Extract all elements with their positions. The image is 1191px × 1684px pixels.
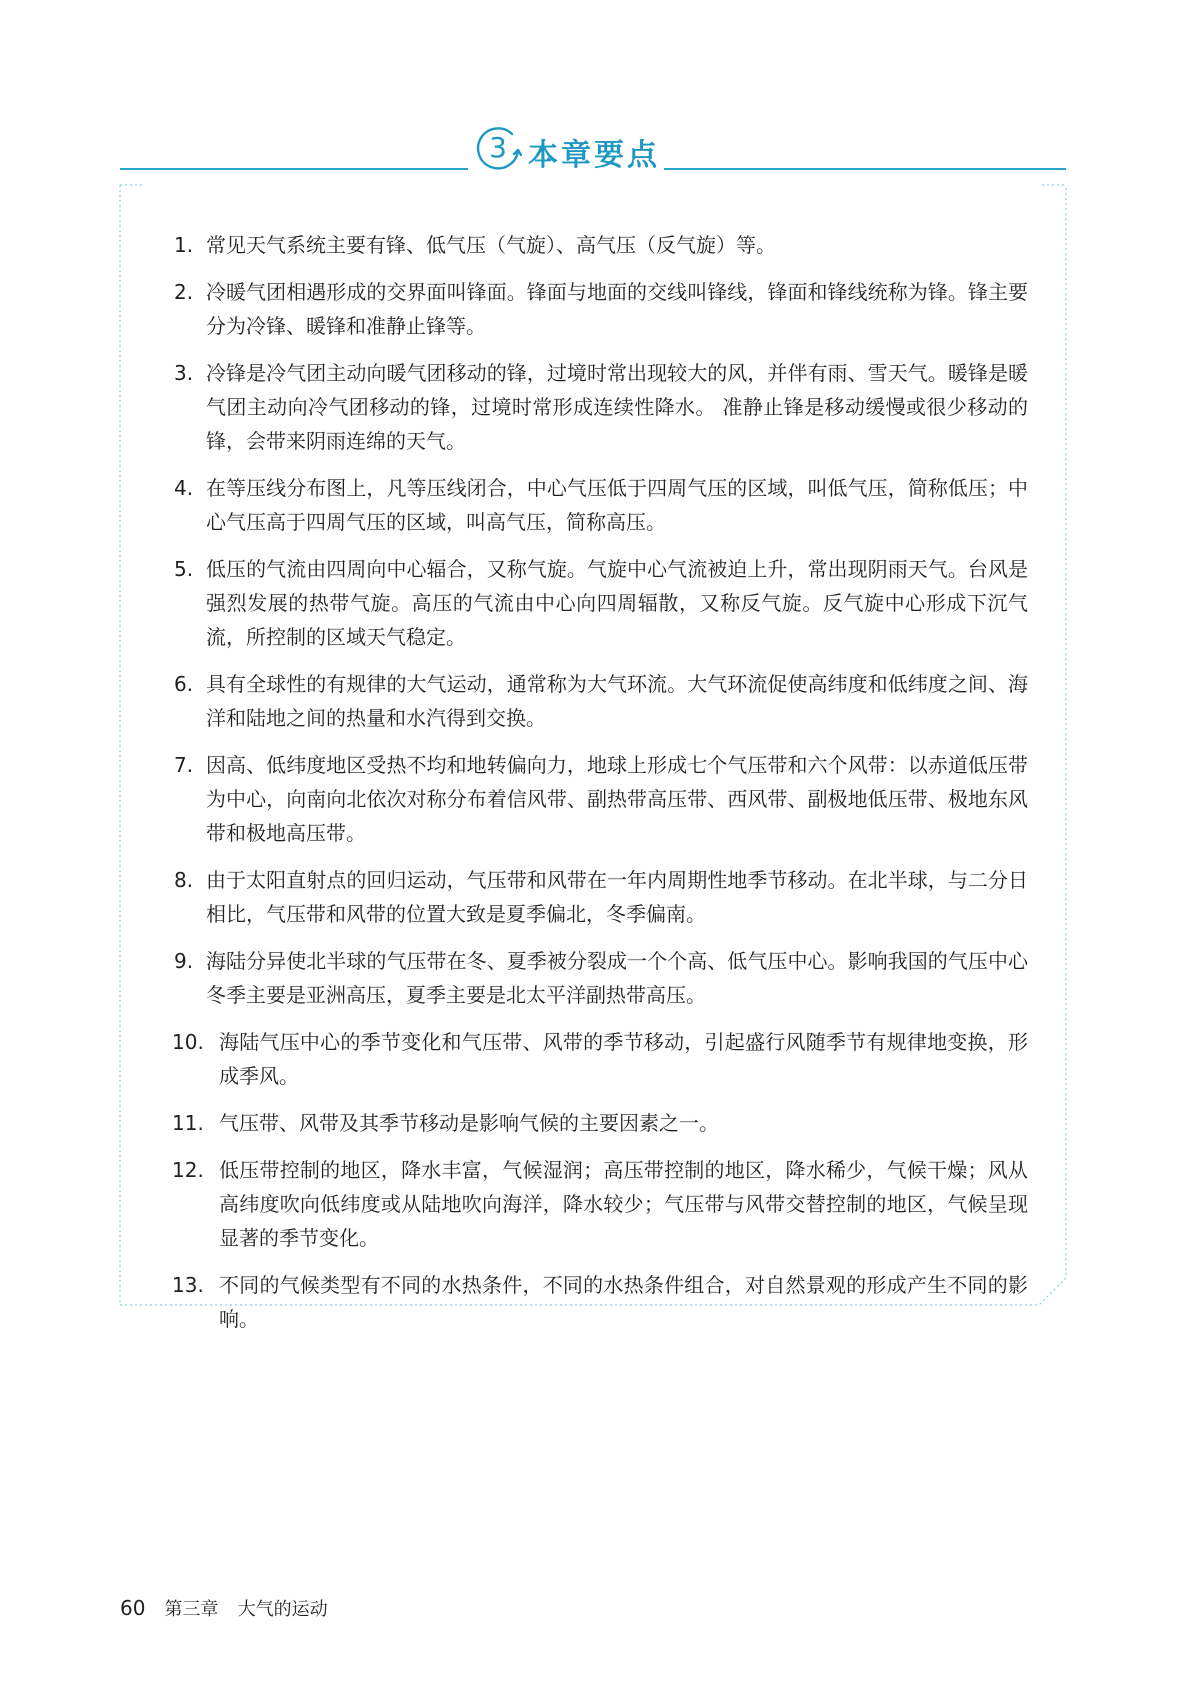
- header-rule-right: [664, 168, 1066, 170]
- key-points-list: [166, 228, 1028, 1349]
- chapter-title: 大气的运动: [237, 1599, 328, 1620]
- key-point: [166, 1268, 1028, 1336]
- point-text: 由于太阳直射点的回归运动，气压带和风带在一年内周期性地季节移动。在北半球，与二分日相比，气压带和风带的位置大致是夏季偏北，冬季偏南。: [206, 868, 1028, 926]
- header-rule-left: [120, 168, 468, 170]
- point-number: 11.: [172, 1111, 204, 1135]
- point-number: 3.: [174, 361, 194, 385]
- point-text: 低压的气流由四周向中心辐合，又称气旋。气旋中心气流被迫上升，常出现阴雨天气。台风是强烈发展的热带气旋。高压的气流由中心向四周辐散，又称反气旋。反气旋中心形成下沉气流，所控制的区域天气稳定。: [206, 557, 1028, 649]
- key-point: [166, 1025, 1028, 1093]
- point-number: 5.: [174, 557, 194, 581]
- key-point: [166, 748, 1028, 850]
- key-point: [166, 228, 1028, 262]
- key-point: [166, 471, 1028, 539]
- point-number: 7.: [174, 753, 194, 777]
- point-text: 在等压线分布图上，凡等压线闭合，中心气压低于四周气压的区域，叫低气压，简称低压；中心气压高于四周气压的区域，叫高气压，简称高压。: [206, 476, 1028, 534]
- point-text: 低压带控制的地区，降水丰富，气候湿润；高压带控制的地区，降水稀少，气候干燥；风从高纬度吹向低纬度或从陆地吹向海洋，降水较少；气压带与风带交替控制的地区，气候呈现显著的季节变化。: [219, 1158, 1028, 1250]
- chapter-label: 第三章: [164, 1599, 219, 1620]
- key-point: [166, 356, 1028, 458]
- point-number: 8.: [174, 868, 194, 892]
- point-text: 因高、低纬度地区受热不均和地转偏向力，地球上形成七个气压带和六个风带：以赤道低压带为中心，向南向北依次对称分布着信风带、副热带高压带、西风带、副极地低压带、极地东风带和极地高压带。: [206, 753, 1028, 845]
- point-number: 10.: [172, 1030, 204, 1054]
- point-number: 6.: [174, 672, 194, 696]
- point-number: 13.: [172, 1273, 204, 1297]
- point-text: 具有全球性的有规律的大气运动，通常称为大气环流。大气环流促使高纬度和低纬度之间、海洋和陆地之间的热量和水汽得到交换。: [206, 672, 1028, 730]
- point-text: 不同的气候类型有不同的水热条件，不同的水热条件组合，对自然景观的形成产生不同的影响。: [219, 1273, 1028, 1331]
- section-title: 本章要点: [528, 138, 660, 173]
- point-text: 常见天气系统主要有锋、低气压（气旋）、高气压（反气旋）等。: [206, 233, 776, 257]
- point-number: 9.: [174, 949, 194, 973]
- point-text: 海陆气压中心的季节变化和气压带、风带的季节移动，引起盛行风随季节有规律地变换，形成季风。: [219, 1030, 1028, 1088]
- point-text: 气压带、风带及其季节移动是影响气候的主要因素之一。: [219, 1111, 719, 1135]
- key-point: [166, 1106, 1028, 1140]
- section-header: [0, 0, 1191, 190]
- key-point: [166, 552, 1028, 654]
- key-point: [166, 944, 1028, 1012]
- page-footer: [120, 1588, 328, 1628]
- section-number-badge: [474, 124, 522, 172]
- key-point: [166, 275, 1028, 343]
- point-text: 冷锋是冷气团主动向暖气团移动的锋，过境时常出现较大的风，并伴有雨、雪天气。暖锋是暖气团主动向冷气团移动的锋，过境时常形成连续性降水。 准静止锋是移动缓慢或很少移动的锋，会带来阴雨连绵的天气。: [206, 361, 1028, 453]
- badge-number: 3: [489, 131, 507, 164]
- key-point: [166, 863, 1028, 931]
- point-number: 2.: [174, 280, 194, 304]
- point-number: 1.: [174, 233, 194, 257]
- point-text: 冷暖气团相遇形成的交界面叫锋面。锋面与地面的交线叫锋线，锋面和锋线统称为锋。锋主要分为冷锋、暖锋和准静止锋等。: [206, 280, 1028, 338]
- key-point: [166, 1153, 1028, 1255]
- point-number: 12.: [172, 1158, 204, 1182]
- point-number: 4.: [174, 476, 194, 500]
- point-text: 海陆分异使北半球的气压带在冬、夏季被分裂成一个个高、低气压中心。影响我国的气压中心冬季主要是亚洲高压，夏季主要是北太平洋副热带高压。: [206, 949, 1028, 1007]
- page-number: 60: [120, 1596, 146, 1620]
- key-point: [166, 667, 1028, 735]
